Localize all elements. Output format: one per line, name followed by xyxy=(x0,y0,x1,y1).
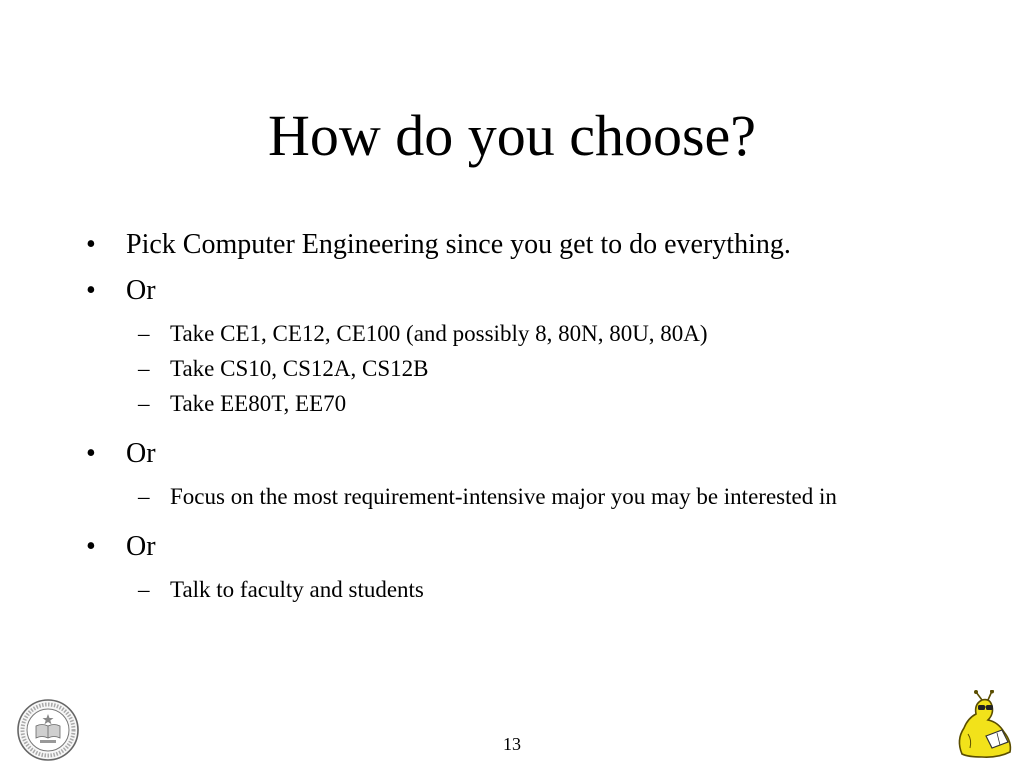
sub-bullet-text: Take CS10, CS12A, CS12B xyxy=(170,356,429,381)
bullet-text: Or xyxy=(126,531,156,562)
bullet-text: Or xyxy=(126,438,156,469)
bullet-icon: • xyxy=(86,275,96,306)
page-number: 13 xyxy=(503,734,521,754)
bullet-text: Or xyxy=(126,275,156,306)
dash-icon: – xyxy=(138,356,150,381)
dash-icon: – xyxy=(138,321,150,346)
bullet-item xyxy=(86,524,966,570)
bullet-icon: • xyxy=(86,229,96,260)
bullet-item xyxy=(86,268,966,314)
sub-bullet-item xyxy=(86,481,870,512)
sub-bullet-text: Take EE80T, EE70 xyxy=(170,391,347,416)
dash-icon: – xyxy=(138,484,150,509)
dash-icon: – xyxy=(138,391,150,416)
slide-title: How do you choose? xyxy=(267,103,757,168)
spacer xyxy=(86,423,966,431)
bullet-item xyxy=(86,222,966,268)
bullet-icon: • xyxy=(86,438,96,469)
bullet-icon: • xyxy=(86,531,96,562)
sub-bullet-text: Focus on the most requirement-intensive major you may be interested in xyxy=(170,484,837,509)
spacer xyxy=(86,516,966,524)
sub-bullet-item xyxy=(86,318,966,349)
bullet-text: Pick Computer Engineering since you get to do everything. xyxy=(126,229,791,260)
dash-icon: – xyxy=(138,577,150,602)
bullet-item xyxy=(86,431,966,477)
sub-bullet-text: Take CE1, CE12, CE100 (and possibly 8, 80N, 80U, 80A) xyxy=(170,321,708,346)
sub-bullet-item xyxy=(86,388,966,419)
sub-bullet-item xyxy=(86,353,966,384)
sub-bullet-item xyxy=(86,574,966,605)
slide-body xyxy=(86,222,966,609)
sub-bullet-text: Talk to faculty and students xyxy=(170,577,424,602)
